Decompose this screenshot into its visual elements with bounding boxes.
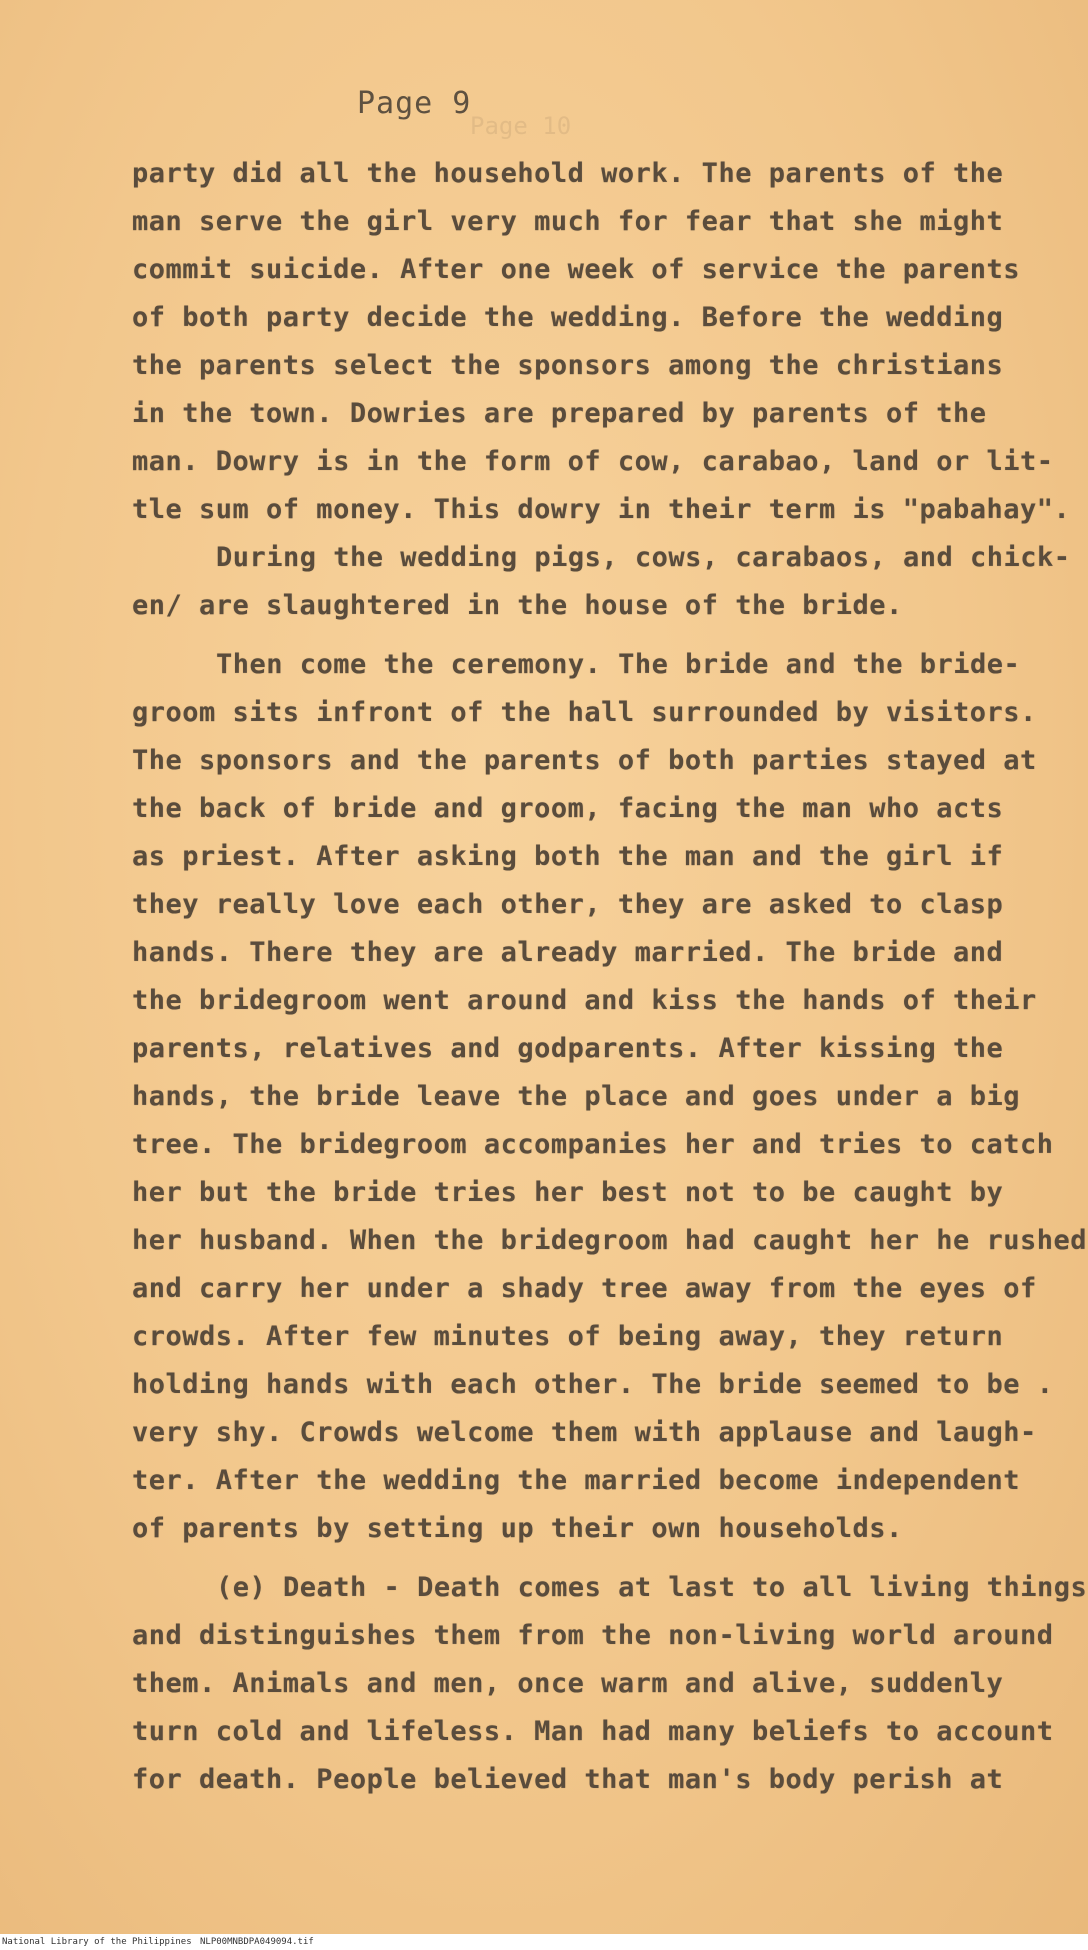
text-line: of both party decide the wedding. Before the wedding (132, 302, 1004, 333)
text-line: en/ are slaughtered in the house of the bride. (132, 590, 903, 621)
text-line: and carry her under a shady tree away from the eyes of (132, 1273, 1037, 1304)
text-line: they really love each other, they are asked to clasp (132, 889, 1004, 920)
text-line: and distinguishes them from the non-living world around (132, 1620, 1054, 1651)
text-line: man serve the girl very much for fear that she might (132, 206, 1004, 237)
text-line: Then come the ceremony. The bride and the bride- (216, 649, 1021, 680)
text-line: of parents by setting up their own households. (132, 1513, 903, 1544)
text-line: her husband. When the bridegroom had caught her he rushed (132, 1225, 1088, 1256)
text-line: the back of bride and groom, facing the man who acts (132, 793, 1004, 824)
text-line: her but the bride tries her best not to be caught by (132, 1177, 1004, 1208)
text-line: parents, relatives and godparents. After kissing the (132, 1033, 1004, 1064)
text-line: groom sits infront of the hall surrounded by visitors. (132, 697, 1037, 728)
text-line: party did all the household work. The parents of the (132, 158, 1004, 189)
page-number: Page 9 (357, 86, 472, 121)
text-line: During the wedding pigs, cows, carabaos, and chick- (216, 542, 1071, 573)
text-line: crowds. After few minutes of being away, they return (132, 1321, 1004, 1352)
text-line: as priest. After asking both the man and the girl if (132, 841, 1004, 872)
text-line: hands, the bride leave the place and goes under a big (132, 1081, 1021, 1112)
bleed-through-header: Page 10 (470, 112, 572, 140)
text-line: holding hands with each other. The bride seemed to be . (132, 1369, 1054, 1400)
text-line: (e) Death - Death comes at last to all living things (216, 1572, 1088, 1603)
text-line: ter. After the wedding the married become independent (132, 1465, 1021, 1496)
text-line: tle sum of money. This dowry in their term is "pabahay". (132, 494, 1071, 525)
scan-footer (0, 1934, 1088, 1950)
text-line: commit suicide. After one week of service the parents (132, 254, 1021, 285)
text-line: very shy. Crowds welcome them with applause and laugh- (132, 1417, 1037, 1448)
text-line: in the town. Dowries are prepared by parents of the (132, 398, 987, 429)
text-line: turn cold and lifeless. Man had many beliefs to account (132, 1716, 1054, 1747)
text-line: The sponsors and the parents of both parties stayed at (132, 745, 1037, 776)
text-line: for death. People believed that man's body perish at (132, 1764, 1004, 1795)
footer-filename: NLP00MNBDPA049094.tif (200, 1937, 314, 1947)
text-line: them. Animals and men, once warm and alive, suddenly (132, 1668, 1004, 1699)
text-line: the parents select the sponsors among the christians (132, 350, 1004, 381)
text-line: the bridegroom went around and kiss the hands of their (132, 985, 1037, 1016)
text-line: tree. The bridegroom accompanies her and tries to catch (132, 1129, 1054, 1160)
body-text (132, 150, 1088, 1804)
text-line: man. Dowry is in the form of cow, carabao, land or lit- (132, 446, 1054, 477)
text-line: hands. There they are already married. The bride and (132, 937, 1004, 968)
footer-library: National Library of the Philippines (2, 1937, 192, 1947)
